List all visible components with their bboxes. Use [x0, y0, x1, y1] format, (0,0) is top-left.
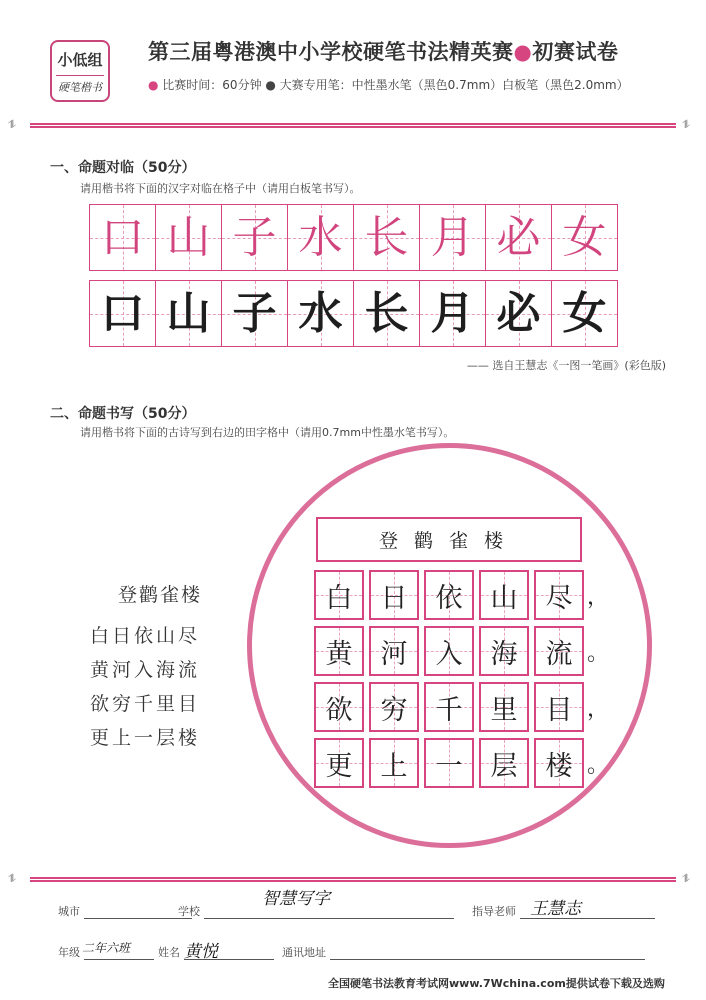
- tianzige-cell: [479, 626, 529, 676]
- city-line: [84, 904, 192, 919]
- tianzige-cell: [314, 738, 364, 788]
- handwritten-char: 穷: [380, 694, 408, 726]
- bottom-divider: [30, 877, 676, 882]
- char: 口: [100, 211, 145, 263]
- handwritten-char: 山: [490, 582, 518, 614]
- tianzige-cell: [479, 570, 529, 620]
- tianzige-cell: [424, 738, 474, 788]
- tianzige-cell: [534, 682, 584, 732]
- school-label: 学校: [178, 905, 200, 918]
- tianzige-cell: [419, 280, 486, 347]
- poem-line: 白日依山尽: [90, 625, 201, 647]
- tianzige-cell: [534, 626, 584, 676]
- handwritten-char: 流: [545, 638, 573, 670]
- tianzige-cell: [221, 204, 288, 271]
- handwritten-char: 楼: [545, 750, 573, 782]
- group-badge: [50, 40, 110, 102]
- source-credit: —— 选自王慧志《一图一笔画》(彩色版): [466, 359, 666, 372]
- tianzige-cell: [485, 280, 552, 347]
- tianzige-cell: [287, 204, 354, 271]
- poem-grid-row: [314, 570, 610, 620]
- tianzige-cell: [221, 280, 288, 347]
- exam-info-text: 比赛时间：60分钟 ● 大赛专用笔：中性墨水笔（黑色0.7mm）白板笔（黑色2.0mm）: [162, 78, 629, 92]
- tianzige-cell: [369, 626, 419, 676]
- handwritten-char: 欲: [325, 694, 353, 726]
- tianzige-cell: [314, 626, 364, 676]
- address-field: [282, 944, 645, 960]
- handwritten-char: 层: [490, 750, 518, 782]
- info-dot-icon: ●: [148, 78, 163, 92]
- char: 水: [298, 211, 343, 263]
- tianzige-cell: [479, 738, 529, 788]
- char: 月: [430, 287, 475, 339]
- poem-line: 更上一层楼: [90, 727, 201, 749]
- title-main: 第三届粤港澳中小学校硬笔书法精英赛: [148, 40, 514, 64]
- teacher-label: 指导老师: [472, 905, 516, 918]
- name-value: 黄悦: [184, 942, 218, 962]
- char: 必: [496, 287, 541, 339]
- tianzige-cell: [534, 570, 584, 620]
- section1-instruction: 请用楷书将下面的汉字对临在格子中（请用白板笔书写）。: [80, 182, 361, 195]
- handwritten-char: 千: [435, 694, 463, 726]
- poem-grid-row: [314, 626, 610, 676]
- left-ornament-icon: ⥮: [8, 872, 16, 885]
- tianzige-cell: [155, 280, 222, 347]
- char: 长: [364, 211, 409, 263]
- model-char-row: [89, 204, 617, 271]
- punctuation: 。: [587, 640, 610, 666]
- grade-label: 年级: [58, 946, 80, 959]
- teacher-value: 王慧志: [530, 899, 581, 919]
- handwritten-char: 尽: [545, 582, 573, 614]
- grade-value: 二年六班: [82, 941, 131, 955]
- section2-heading: 二、命题书写（50分）: [50, 406, 196, 422]
- tianzige-cell: [155, 204, 222, 271]
- handwritten-char: 上: [380, 750, 408, 782]
- address-line: [330, 945, 645, 960]
- punctuation: ，: [587, 584, 610, 610]
- right-ornament-icon: ⥮: [682, 118, 690, 131]
- tianzige-cell: [314, 682, 364, 732]
- tianzige-cell: [89, 204, 156, 271]
- char: 长: [364, 287, 409, 339]
- tianzige-cell: [419, 204, 486, 271]
- tianzige-cell: [369, 682, 419, 732]
- tianzige-cell: [314, 570, 364, 620]
- handwritten-char: 入: [435, 638, 463, 670]
- name-label: 姓名: [158, 946, 180, 959]
- tianzige-cell: [353, 204, 420, 271]
- badge-divider: [56, 75, 104, 76]
- char: 水: [298, 287, 343, 339]
- tianzige-cell: [424, 626, 474, 676]
- poem-line: 黄河入海流: [90, 659, 201, 681]
- badge-category: 硬笔楷书: [58, 81, 102, 94]
- handwritten-char: 白: [325, 582, 353, 614]
- char: 山: [166, 287, 211, 339]
- left-ornament-icon: ⥮: [8, 118, 16, 131]
- char: 必: [496, 211, 541, 263]
- tianzige-cell: [424, 570, 474, 620]
- copy-char-row: [89, 280, 617, 347]
- handwritten-char: 日: [380, 582, 408, 614]
- handwritten-char: 目: [545, 694, 573, 726]
- poem-line: 欲穷千里目: [90, 693, 201, 715]
- title-dot-icon: ●: [513, 40, 533, 64]
- tianzige-cell: [551, 280, 618, 347]
- tianzige-cell: [369, 738, 419, 788]
- poem-title: 登鹳雀楼: [117, 584, 202, 606]
- section1-heading: 一、命题对临（50分）: [50, 160, 196, 176]
- poem-grid-row: [314, 682, 610, 732]
- section2-instruction: 请用楷书将下面的古诗写到右边的田字格中（请用0.7mm中性墨水笔书写）。: [80, 426, 455, 439]
- footer-note: 全国硬笔书法教育考试网www.7Wchina.com提供试卷下载及选购: [328, 977, 665, 990]
- tianzige-cell: [89, 280, 156, 347]
- char: 子: [232, 211, 277, 263]
- char: 山: [166, 211, 211, 263]
- written-poem-title: 登鹳雀楼: [316, 517, 582, 562]
- punctuation: 。: [587, 752, 610, 778]
- poem-grid-row: [314, 738, 610, 788]
- right-ornament-icon: ⥮: [682, 872, 690, 885]
- page-title: [148, 36, 618, 66]
- handwritten-char: 黄: [325, 638, 353, 670]
- title-suffix: 初赛试卷: [532, 40, 619, 64]
- poem-writing-grid: [314, 570, 610, 794]
- school-value: 智慧写字: [262, 889, 330, 909]
- poem-reference: [90, 580, 230, 757]
- exam-info: [148, 76, 629, 93]
- top-divider: [30, 123, 676, 128]
- handwritten-char: 河: [380, 638, 408, 670]
- char: 女: [562, 211, 607, 263]
- char: 口: [100, 287, 145, 339]
- handwritten-char: 里: [490, 694, 518, 726]
- handwritten-char: 更: [325, 750, 353, 782]
- char: 月: [430, 211, 475, 263]
- tianzige-cell: [479, 682, 529, 732]
- tianzige-cell: [551, 204, 618, 271]
- handwritten-char: 依: [435, 582, 463, 614]
- city-field: [58, 903, 192, 919]
- tianzige-cell: [485, 204, 552, 271]
- tianzige-cell: [369, 570, 419, 620]
- address-label: 通讯地址: [282, 946, 326, 959]
- punctuation: ，: [587, 696, 610, 722]
- handwritten-char: 海: [490, 638, 518, 670]
- tianzige-cell: [424, 682, 474, 732]
- badge-group: 小低组: [57, 51, 103, 69]
- tianzige-cell: [287, 280, 354, 347]
- char: 女: [562, 287, 607, 339]
- city-label: 城市: [58, 905, 80, 918]
- tianzige-cell: [353, 280, 420, 347]
- tianzige-cell: [534, 738, 584, 788]
- char: 子: [232, 287, 277, 339]
- handwritten-char: 一: [435, 750, 463, 782]
